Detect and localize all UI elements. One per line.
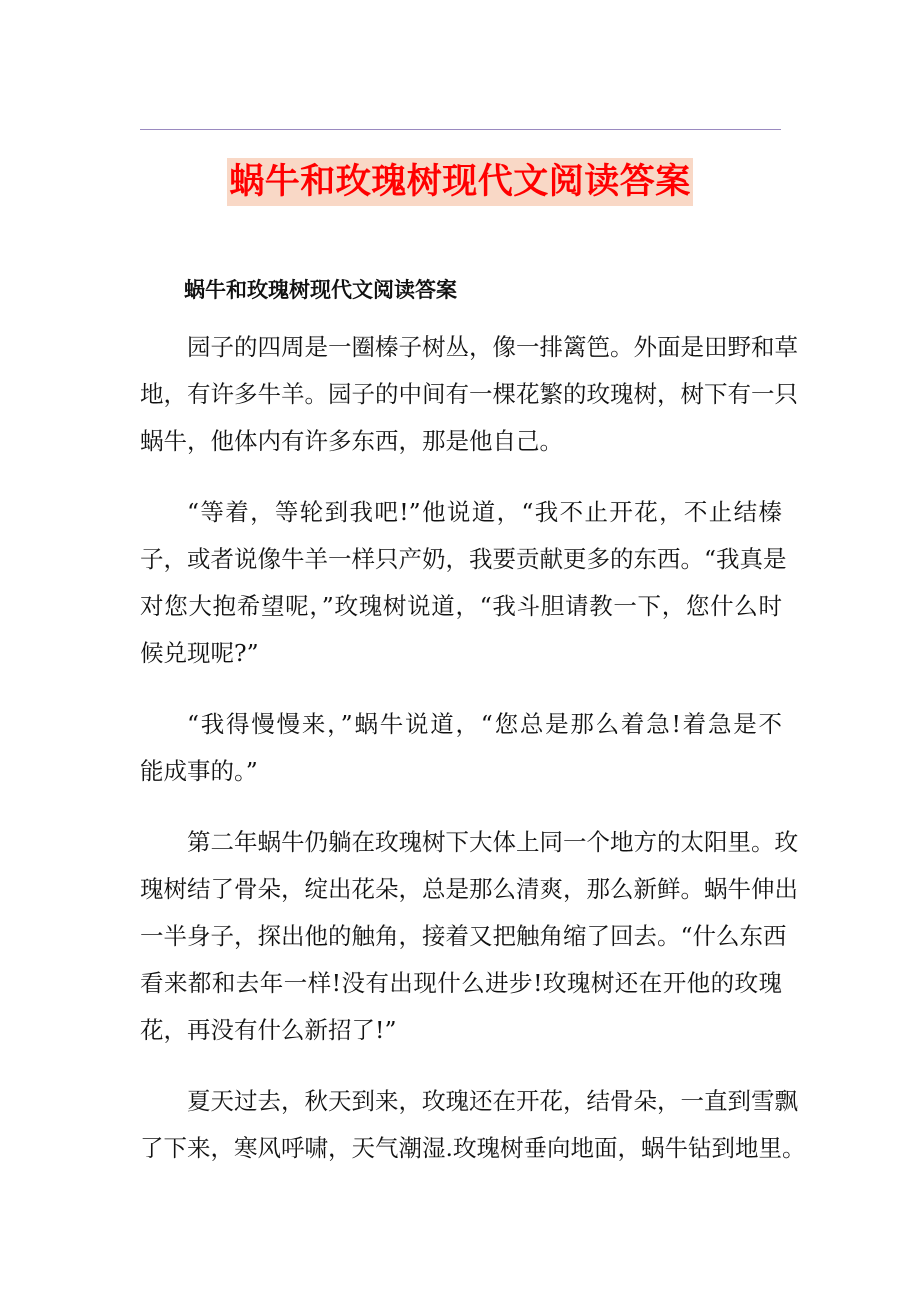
paragraph-4 [140, 819, 798, 1054]
paragraph-line: “我得慢慢来，”蜗牛说道，“您总是那么着急!着急是不 [187, 710, 782, 738]
paragraph-line: “等着，等轮到我吧!”他说道，“我不止开花，不止结榛 [187, 498, 782, 526]
paragraph-line: 候兑现呢?” [140, 639, 259, 667]
paragraph-line: 瑰树结了骨朵，绽出花朵，总是那么清爽，那么新鲜。蜗牛伸出 [140, 875, 798, 903]
paragraph-3 [140, 701, 782, 795]
title-container [0, 158, 920, 206]
paragraph-line: 花，再没有什么新招了!” [140, 1016, 397, 1044]
paragraph-2 [140, 489, 787, 677]
paragraph-5 [140, 1078, 806, 1172]
paragraph-line: 园子的四周是一圈榛子树丛，像一排篱笆。外面是田野和草 [187, 333, 798, 361]
paragraph-line: 能成事的。” [140, 757, 258, 785]
paragraph-line: 子，或者说像牛羊一样只产奶，我要贡献更多的东西。“我真是 [140, 545, 787, 573]
paragraph-line: 一半身子，探出他的触角，接着又把触角缩了回去。“什么东西 [140, 922, 787, 950]
document-title: 蜗牛和玫瑰树现代文阅读答案 [227, 158, 693, 206]
paragraph-line: 蜗牛，他体内有许多东西，那是他自己。 [140, 427, 563, 455]
paragraph-line: 地，有许多牛羊。园子的中间有一棵花繁的玫瑰树，树下有一只 [140, 380, 798, 408]
paragraph-line: 看来都和去年一样!没有出现什么进步!玫瑰树还在开他的玫瑰 [140, 969, 782, 997]
paragraph-1 [140, 324, 798, 465]
paragraph-line: 第二年蜗牛仍躺在玫瑰树下大体上同一个地方的太阳里。玫 [187, 828, 798, 856]
article-heading: 蜗牛和玫瑰树现代文阅读答案 [184, 277, 457, 302]
document-body [140, 267, 806, 1196]
paragraph-line: 对您大抱希望呢，”玫瑰树说道，“我斗胆请教一下，您什么时 [140, 592, 782, 620]
header-rule [140, 129, 781, 130]
paragraph-line: 了下来，寒风呼啸，天气潮湿.玫瑰树垂向地面，蜗牛钻到地里。 [140, 1134, 806, 1162]
paragraph-line: 夏天过去，秋天到来，玫瑰还在开花，结骨朵，一直到雪飘 [187, 1087, 798, 1115]
